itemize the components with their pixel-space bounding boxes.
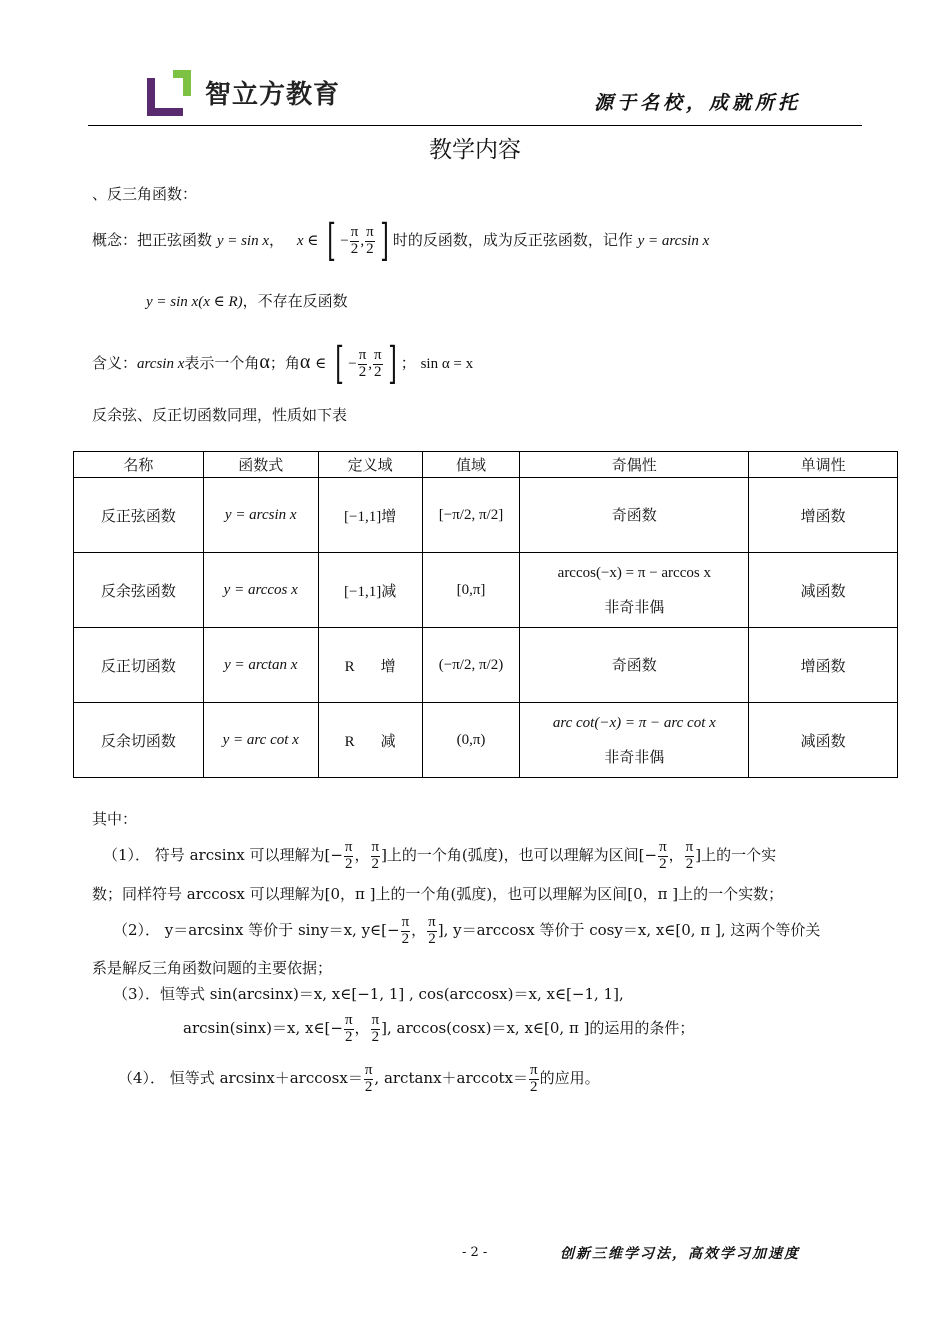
section-heading: 、反三角函数： [92,185,198,203]
meaning-label: 含义： [92,354,138,372]
cell-parity [520,478,749,553]
note-3: （3）．恒等式 sin(arcsinx)＝x, x∈[−1, 1] , cos(arccosx)＝x, x∈[−1, 1], [113,985,624,1003]
note-1-continued: 数；同样符号 arccosx 可以理解为[0，π ]上的一个角(弧度)，也可以理解为区间[0，π ]上的一个实数； [92,885,784,903]
domain-mono: 减 [380,731,396,750]
formula-y-arcsin-x: y = arcsin x [637,233,710,249]
cell-mono: 增函数 [749,478,898,553]
cell-name: 反正弦函数 [74,478,204,553]
right-bracket: ] [379,215,389,266]
table-row [74,553,898,628]
cell-domain [318,478,422,553]
domain-mono: 增 [381,506,397,525]
meaning-text-3: ； [400,354,416,372]
cell-parity [520,703,749,778]
cell-name: 反余切函数 [74,703,204,778]
domain-value: [−1,1] [344,583,382,600]
formula-sin-over-R: y = sin x(x ∈ R) [146,294,243,310]
formula-sin-alpha: sin α = x [420,356,474,372]
parity-text: 奇函数 [611,656,657,674]
fraction-pi-over-2: $\frac{\pi}{2}$ [685,838,694,872]
cell-range: (0,π) [422,703,520,778]
concept-line [92,216,709,264]
minus-sign: − [348,356,357,372]
cell-mono: 增函数 [749,628,898,703]
concept-text-3: 时的反函数，成为反正弦函数，记作 [392,231,633,249]
logo-text: 智立方教育 [205,80,341,110]
right-bracket: ] [387,338,397,389]
parity-identity: arc cot(−x) = π − arc cot x [552,715,716,731]
fraction-pi-over-2: $\frac{\pi}{2}$ [659,838,667,872]
cell-mono: 减函数 [749,703,898,778]
cell-range: [−π/2, π/2] [422,478,520,553]
meaning-text-2: ；角 [269,354,300,372]
fraction-pi-over-2: $\frac{\pi}{2}$ [371,1011,380,1045]
cell-range: [0,π] [422,553,520,628]
note-2-continued: 系是解反三角函数问题的主要依据； [92,959,333,977]
cell-formula: y = arccos x [203,553,318,628]
fraction-pi-over-2: $\frac{\pi}{2}$ [374,346,382,380]
left-bracket: [ [327,215,336,266]
parity-text: 非奇非偶 [604,598,665,616]
header-divider [88,125,862,126]
cell-formula: y = arcsin x [203,478,318,553]
fraction-pi-over-2: $\frac{\pi}{2}$ [371,838,380,872]
header-monotonicity: 单调性 [749,452,898,478]
header-formula: 函数式 [203,452,318,478]
element-of: ∈ [315,356,327,372]
fraction-pi-over-2: $\frac{\pi}{2}$ [344,1011,353,1045]
meaning-text-1: 表示一个角 [184,354,260,372]
concept-text-1: 把正弦函数 [137,231,213,249]
domain-mono: 增 [380,656,396,675]
meaning-line [92,338,474,389]
comma-sep: , [368,356,373,372]
note-4: （4）． 恒等式 arcsinx＋arccosx＝ $\frac{\pi}{2}$ , arctanx＋arccotx＝ $\frac{\pi}{2}$ 的应用。 [118,1061,600,1095]
cell-domain [318,703,422,778]
cell-name: 反余弦函数 [74,553,204,628]
cell-domain [318,553,422,628]
notes-intro: 其中： [92,810,138,828]
table-row [74,478,898,553]
properties-table [73,451,898,778]
cell-domain [318,628,422,703]
domain-value: R [344,733,355,750]
note-2: （2）． y＝arcsinx 等价于 siny＝x, y∈[− $\frac{\pi}{2}$ ， $\frac{\pi}{2}$ ], y＝arccosx 等价于 cosy＝x, x∈[0, π ], 这两个等价关 [113,913,821,947]
alpha-symbol: α [259,351,270,373]
no-inverse-text: ，不存在反函数 [242,292,348,310]
note-1: （1）． 符号 arcsinx 可以理解为[− $\frac{\pi}{2}$ ， $\frac{\pi}{2}$ ]上的一个角(弧度)，也可以理解为区间[− $\frac{\pi}{2}$ ， $\frac{\pi}{2}$ ]上的一个实 [103,838,777,872]
comma-sep: , [360,233,365,249]
parity-text: 奇函数 [611,506,657,524]
formula-arcsin-x: arcsin x [137,356,185,372]
formula-y-sin-x: y = sin x [216,233,270,249]
page-title: 教学内容 [429,137,521,163]
note-3-continued: arcsin(sinx)＝x, x∈[− $\frac{\pi}{2}$ ， $\frac{\pi}{2}$ ], arccos(cosx)＝x, x∈[0, π ]的运用的条件； [183,1011,695,1045]
cell-formula: y = arctan x [203,628,318,703]
table-row [74,703,898,778]
header-name: 名称 [74,452,204,478]
fraction-pi-over-2: $\frac{\pi}{2}$ [358,346,367,380]
fraction-pi-over-2: $\frac{\pi}{2}$ [350,223,359,257]
minus-sign: − [340,233,349,249]
formula-x-in: x ∈ [296,233,319,249]
concept-label: 概念： [92,231,138,249]
comma: ， [269,231,285,249]
parity-identity: arccos(−x) = π − arccos x [557,565,711,581]
logo-mark-icon [147,70,191,116]
cell-formula: y = arc cot x [203,703,318,778]
cell-range: (−π/2, π/2) [422,628,520,703]
header-slogan: 源于名校，成就所托 [594,92,802,114]
cell-name: 反正切函数 [74,628,204,703]
domain-mono: 减 [381,581,397,600]
footer-slogan: 创新三维学习法，高效学习加速度 [560,1246,800,1262]
fraction-pi-over-2: $\frac{\pi}{2}$ [401,913,410,947]
no-inverse-line [146,290,348,311]
fraction-pi-over-2: $\frac{\pi}{2}$ [366,223,374,257]
similar-note: 反余弦、反正切函数同理，性质如下表 [92,406,348,424]
header-range: 值域 [422,452,520,478]
table-header-row [74,452,898,478]
cell-parity [520,553,749,628]
cell-mono: 减函数 [749,553,898,628]
parity-text: 非奇非偶 [604,748,665,766]
left-bracket: [ [335,338,344,389]
domain-value: R [344,658,355,675]
header-parity: 奇偶性 [520,452,749,478]
domain-value: [−1,1] [344,508,382,525]
alpha-symbol: α [299,351,311,373]
fraction-pi-over-2: $\frac{\pi}{2}$ [364,1061,373,1095]
fraction-pi-over-2: $\frac{\pi}{2}$ [344,838,353,872]
page-number: - 2 - [462,1245,488,1260]
fraction-pi-over-2: $\frac{\pi}{2}$ [529,1061,538,1095]
table-row [74,628,898,703]
header-domain: 定义域 [318,452,422,478]
fraction-pi-over-2: $\frac{\pi}{2}$ [428,913,436,947]
cell-parity [520,628,749,703]
